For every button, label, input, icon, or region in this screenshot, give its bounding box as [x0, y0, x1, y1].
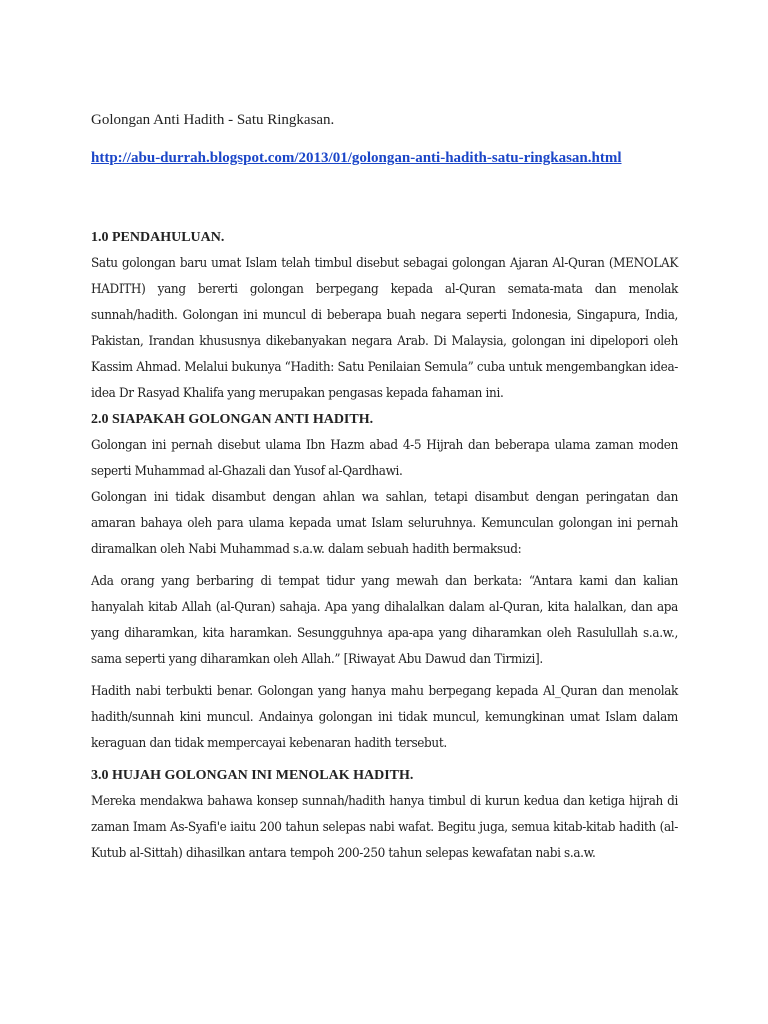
paragraph-pendahuluan: Satu golongan baru umat Islam telah timbul disebut sebagai golongan Ajaran Al-Quran (MENOLAK HADITH) yang bererti golongan berpegang kepada al-Quran semata-mata dan menolak sunnah/hadith. Golongan ini muncul di beberapa buah negara seperti Indonesia, Singapura, India, Pakistan, Irandan khususnya dikebanyakan negara Arab. Di Malaysia, golongan ini dipelopori oleh Kassim Ahmad. Melalui bukunya “Hadith: Satu Penilaian Semula” cuba untuk mengembangkan idea-idea Dr Rasyad Khalifa yang merupakan pengasas kepada fahaman ini.	[91, 256, 678, 401]
section-heading-2: 2.0 SIAPAKAH GOLONGAN ANTI HADITH.	[91, 412, 374, 427]
paragraph-hadith-benar: Hadith nabi terbukti benar. Golongan yang hanya mahu berpegang kepada Al_Quran dan menolak hadith/sunnah kini muncul. Andainya golongan ini tidak muncul, kemungkinan umat Islam dalam keraguan dan tidak mempercayai kebenaran hadith tersebut.	[91, 684, 678, 751]
paragraph-hadith-quote: Ada orang yang berbaring di tempat tidur yang mewah dan berkata: “Antara kami dan kalian hanyalah kitab Allah (al-Quran) sahaja. Apa yang dihalalkan dalam al-Quran, kita halalkan, dan apa yang diharamkan, kita haramkan. Sesungguhnya apa-apa yang diharamkan oleh Rasulullah s.a.w., sama seperti yang diharamkan oleh Allah.” [Riwayat Abu Dawud dan Tirmizi].	[91, 574, 678, 667]
paragraph-ulama: Golongan ini pernah disebut ulama Ibn Hazm abad 4-5 Hijrah dan beberapa ulama zaman moden seperti Muhammad al-Ghazali dan Yusof al-Qardhawi.	[91, 438, 678, 479]
section-heading-3: 3.0 HUJAH GOLONGAN INI MENOLAK HADITH.	[91, 768, 414, 783]
document-title: Golongan Anti Hadith - Satu Ringkasan.	[91, 112, 335, 128]
paragraph-hujah: Mereka mendakwa bahawa konsep sunnah/hadith hanya timbul di kurun kedua dan ketiga hijrah di zaman Imam As-Syafi'e iaitu 200 tahun selepas nabi wafat. Begitu juga, semua kitab-kitab hadith (al-Kutub al-Sittah) dihasilkan antara tempoh 200-250 tahun selepas kewafatan nabi s.a.w.	[91, 794, 678, 861]
paragraph-amaran: Golongan ini tidak disambut dengan ahlan wa sahlan, tetapi disambut dengan peringatan dan amaran bahaya oleh para ulama kepada umat Islam seluruhnya. Kemunculan golongan ini pernah diramalkan oleh Nabi Muhammad s.a.w. dalam sebuah hadith bermaksud:	[91, 490, 678, 557]
section-heading-1: 1.0 PENDAHULUAN.	[91, 230, 225, 245]
source-link[interactable]: http://abu-durrah.blogspot.com/2013/01/golongan-anti-hadith-satu-ringkasan.html	[91, 150, 622, 166]
document-body	[91, 109, 678, 867]
